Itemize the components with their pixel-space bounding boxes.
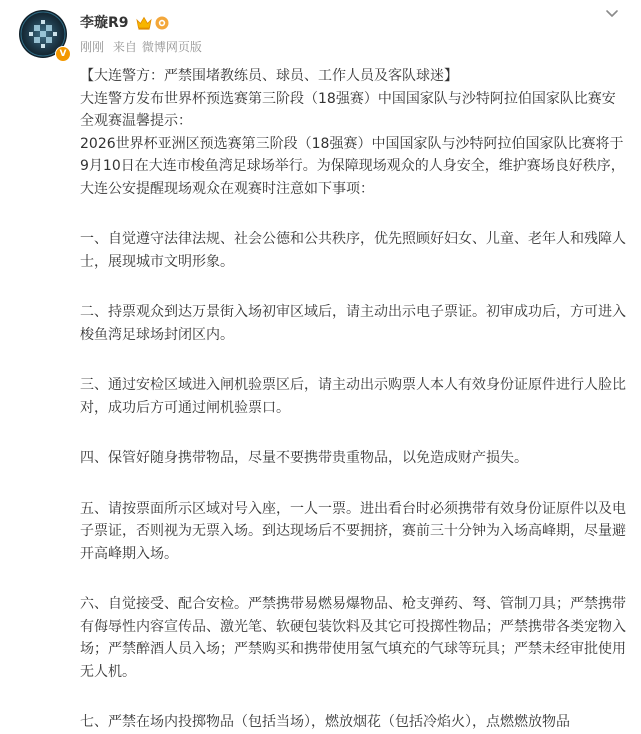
list-item: 七、严禁在场内投掷物品（包括当场），燃放烟花（包括冷焰火），点燃燃放物品 [80,714,570,730]
list-item: 三、通过安检区域进入闸机验票区后，请主动出示购票人本人有效身份证原件进行人脸比对，成功后方可通过闸机验票口。 [80,377,626,416]
list-item: 六、自觉接受、配合安检。严禁携带易燃易爆物品、枪支弹药、弩、管制刀具；严禁携带有侮辱性内容宣传品、激光笔、软硬包装饮料及其它可投掷性物品；严禁携带各类宠物入场；严禁醉酒人员入场；严禁购买和携带使用氢气填充的气球等玩具；严禁未经审批使用无人机。 [80,596,626,680]
post-time[interactable]: 刚刚 [80,40,105,54]
list-item: 一、自觉遵守法律法规、社会公德和公共秩序，优先照顾好妇女、儿童、老年人和残障人士，展现城市文明形象。 [80,231,626,270]
post-title: 【大连警方：严禁围堵教练员、球员、工作人员及客队球迷】 [80,68,458,84]
list-item: 二、持票观众到达万景街入场初审区域后，请主动出示电子票证。初审成功后，方可进入梭鱼湾足球场封闭区内。 [80,304,626,343]
username-link[interactable]: 李璇R9 [80,15,129,31]
post-intro: 大连警方发布世界杯预选赛第三阶段（18强赛）中国国家队与沙特阿拉伯国家队比赛安全观赛温馨提示： [80,90,616,129]
post-source[interactable]: 微博网页版 [141,40,202,54]
post-content [80,65,628,734]
source-prefix: 来自 [112,40,137,54]
vip-crown-icon[interactable] [136,16,152,30]
post-header [0,0,641,64]
post-meta [80,38,207,56]
verified-badge-icon: V [55,46,71,62]
post-intro-detail: 2026世界杯亚洲区预选赛第三阶段（18强赛）中国国家队与沙特阿拉伯国家队比赛将于9月10日在大连市梭鱼湾足球场举行。为保障现场观众的人身安全，维护赛场良好秩序，大连公安提醒现场观众在观赛时注意如下事项： [80,135,625,197]
fan-badge-icon[interactable] [155,16,169,30]
list-item: 四、保管好随身携带物品，尽量不要携带贵重物品，以免造成财产损失。 [80,450,528,466]
chevron-down-icon[interactable] [604,6,620,20]
list-item: 五、请按票面所示区域对号入座，一人一票。进出看台时必须携带有效身份证原件以及电子票证，否则视为无票入场。到达现场后不要拥挤，赛前三十分钟为入场高峰期，尽量避开高峰期入场。 [80,500,626,562]
